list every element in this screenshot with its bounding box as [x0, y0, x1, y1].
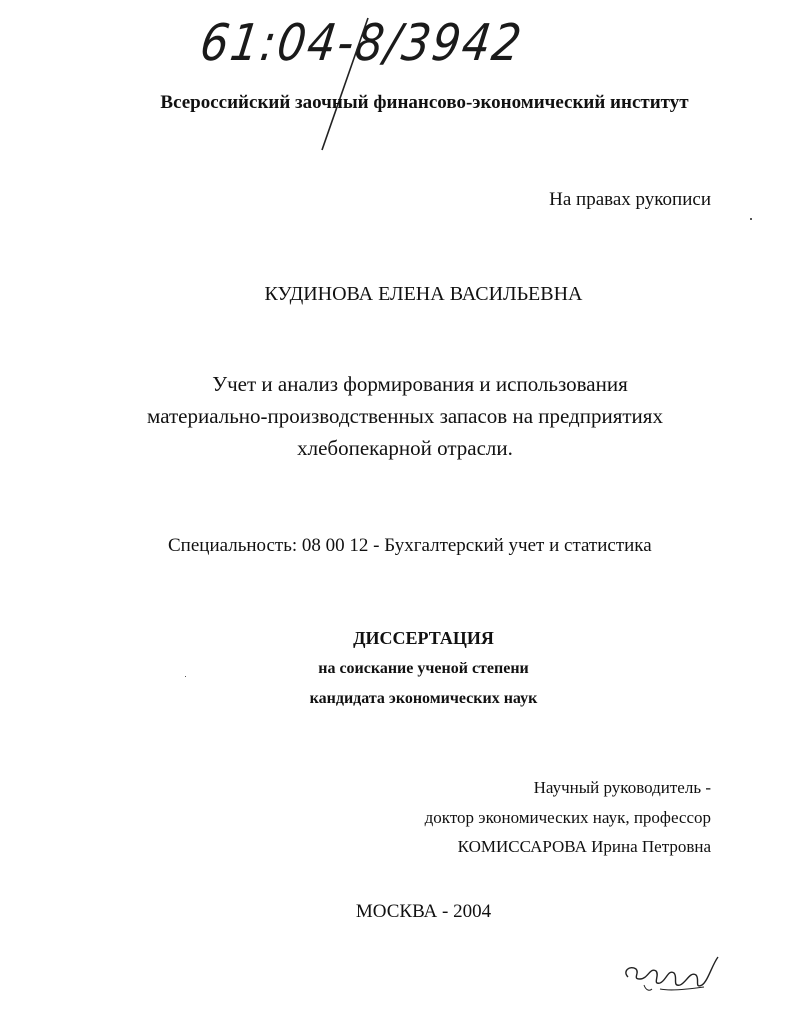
advisor-degree: доктор экономических наук, профессор: [424, 808, 711, 827]
dissertation-heading: ДИССЕРТАЦИЯ: [353, 628, 494, 648]
dissertation-title: [100, 368, 710, 464]
archive-code: 61:04-8/3942: [196, 14, 527, 73]
advisor-role: Научный руководитель -: [533, 778, 711, 797]
manuscript-note: На правах рукописи: [549, 189, 711, 210]
specialty: Специальность: 08 00 12 - Бухгалтерский учет и статистика: [168, 535, 652, 556]
signature-mark: [620, 945, 730, 995]
title-line: Учет и анализ формирования и использования: [212, 372, 628, 396]
scan-speck: [750, 218, 752, 220]
dissertation-degree-line: на соискание ученой степени: [318, 660, 529, 677]
signature-stroke: [626, 957, 718, 986]
scan-speck: [185, 676, 186, 677]
slash-stroke: [322, 18, 368, 150]
signature-flourish: [644, 985, 652, 990]
advisor-name: КОМИССАРОВА Ирина Петровна: [457, 837, 711, 856]
dissertation-degree-field: кандидата экономических наук: [309, 690, 538, 707]
title-line: материально-производственных запасов на предприятиях: [147, 404, 663, 428]
author-name: КУДИНОВА ЕЛЕНА ВАСИЛЬЕВНА: [264, 283, 583, 305]
institute-name: Всероссийский заочный финансово-экономический институт: [160, 92, 689, 113]
signature-underline: [660, 987, 704, 990]
city-year: МОСКВА - 2004: [355, 901, 492, 922]
title-line: хлебопекарной отрасли.: [297, 436, 513, 460]
